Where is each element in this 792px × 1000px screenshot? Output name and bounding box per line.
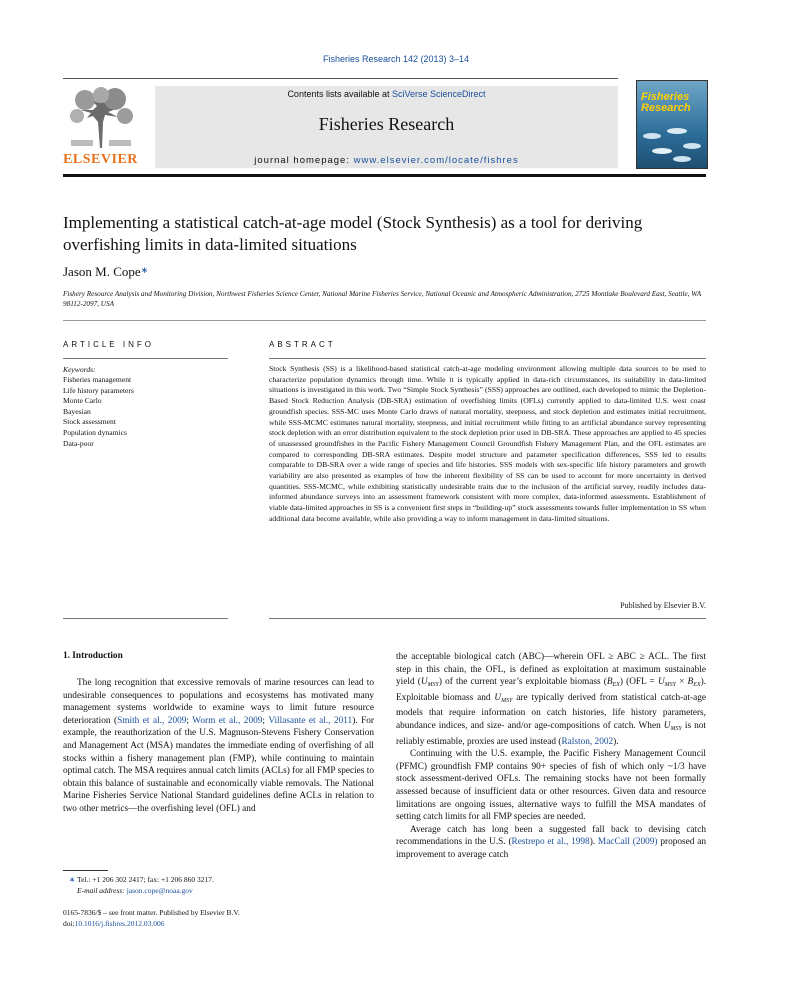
article-info-heading: ARTICLE INFO <box>63 340 154 349</box>
citation-link[interactable]: Smith et al., 2009 <box>117 715 187 726</box>
header-thick-rule <box>63 174 706 177</box>
bottom-meta <box>63 908 363 929</box>
abstract-rule <box>269 358 706 359</box>
published-by: Published by Elsevier B.V. <box>620 601 706 610</box>
abstract-text: Stock Synthesis (SS) is a likelihood-based statistical catch-at-age modeling environment allowing multiple data sources to be used to characterize population dynamics through time. While it is typically applied in data-rich circumstances, its suitability in data-limited situations is investigated in this work. Two “Simple Stock Synthesis” (SSS) approaches are outlined, each developed to mimic the Depletion-Based Stock Reduction Analysis (DB-SRA) estimation of overfishing limits (OFLs) currently applied to data-limited U.S. west coast groundfish species. SSS-MC uses Monte Carlo draws of natural mortality, steepness, and stock depletion and estimates initial recruitment, while SSS-MCMC estimates natural mortality, steepness, and initial recruitment while fitting to an artificial abundance survey representing stock depletion with an error distribution equivalent to the stock depletion prior used in DB-SRA. These approaches are applied to 45 species of unassessed groundfishes in the Pacific Fishery Management Council Groundfish Fishery Management Plan, and the OFL estimates are compared to corresponding DB-SRA estimates. Despite model structure and parameter specification differences, SSS led to results comparable to DB-SRA over a wide range of species and life histories. SSS models with sex-specific life history parameters and growth variability are also presented as examples of how the inherent flexibility of SS can be used to account for more uncertainty in derived quantities. SSS-MCMC, while exhibiting statistically undesirable traits due to the inclusion of the artificial survey, readily includes data-informed abundance surveys into an assessment framework consistent with more complex, data-informed assessments. Establishment of viable data-limited approaches in SS is a convenient first steps in “building-up” stock assessments towards fuller implementation in SS when additional data become available, while also providing a way to inform management in data-limited situations. <box>269 364 706 523</box>
intro-paragraph: the acceptable biological catch (ABC)—wherein OFL ≥ ABC ≥ ACL. The first step in this chain, the OFL, is defined as exploitation at maximum sustainable yield $(U_{MSY})$ of the current year’s exploitable biomass $(B_{EX}) (OFL = U_{MSY} \times B_{EX})$. Exploitable biomass and $U_{MSY}$ are typically derived from statistical catch-at-age models that require information on catch histories, life history parameters, abundance indices, and size- and/or age-compositions of catch. When $U_{MSY}$ is not reliably estimable, proxies are used instead (Ralston, 2002). <box>396 652 707 747</box>
issn-line: 0165-7836/$ – see front matter. Published by Elsevier B.V. <box>63 908 240 917</box>
publisher-logo-text: ELSEVIER <box>63 152 138 167</box>
citation-link[interactable]: MacCall (2009) <box>597 837 658 848</box>
affiliation: Fishery Resource Analysis and Monitoring Division, Northwest Fisheries Science Center, National Marine Fisheries Service, National Oceanic and Atmospheric Administration, 2725 Montlake Boulevard East, Seattle, WA 98112-2097, USA <box>63 290 702 308</box>
keyword: Fisheries management <box>63 375 132 384</box>
keyword: Bayesian <box>63 406 91 416</box>
citation-link[interactable]: Ralston, 2002 <box>561 736 614 747</box>
doi-line: doi:10.1016/j.fishres.2012.03.006 <box>63 918 165 928</box>
keyword: Population dynamics <box>63 427 127 437</box>
footnote-tel: ∗ Tel.: +1 206 302 2417; fax: +1 206 860 3217. <box>69 875 214 884</box>
intro-paragraph: Average catch has long been a suggested fall back to devising catch recommendations in the U.S. (Restrepo et al., 1998). MacCall (2009) proposed an improvement to average catch <box>396 824 707 860</box>
homepage-link[interactable]: www.elsevier.com/locate/fishres <box>353 155 519 166</box>
intro-paragraph: Continuing with the U.S. example, the Pacific Fishery Management Council (PFMC) groundfish FMP contains 90+ species of fish of which only ~1/3 have stock assessment-derived OFLs. The remaining stocks have not been formally assessed because of insufficient data or other resources. Given data and resource limitations are ongoing issues, alternative ways to fulfill the MSA mandates of setting catch limits for all FMP species are needed. <box>396 749 706 823</box>
citation-link[interactable]: Worm et al., 2009 <box>192 715 263 726</box>
keyword: Monte Carlo <box>63 396 102 406</box>
journal-citation[interactable]: Fisheries Research 142 (2013) 3–14 <box>322 54 470 64</box>
keyword: Data-poor <box>63 438 94 448</box>
abstract-heading: ABSTRACT <box>269 340 336 349</box>
footnote-email: E-mail address: jason.cope@noaa.gov <box>77 885 193 895</box>
doi-link[interactable]: 10.1016/j.fishres.2012.03.006 <box>74 918 165 928</box>
author-name: Jason M. Cope <box>63 264 141 279</box>
journal-cover <box>636 80 708 169</box>
journal-name: Fisheries Research <box>318 114 455 134</box>
author-line <box>63 264 148 280</box>
left-column <box>63 677 374 816</box>
sciencedirect-link[interactable]: SciVerse ScienceDirect <box>392 89 486 99</box>
abstract-bottom-rule <box>269 618 706 619</box>
intro-heading: 1. Introduction <box>63 651 123 661</box>
article-title: Implementing a statistical catch-at-age model (Stock Synthesis) as a tool for deriving overfishing limits in data-limited situations <box>63 213 643 254</box>
journal-homepage: journal homepage: www.elsevier.com/locate/fishres <box>254 155 519 166</box>
keywords-label: Keywords: <box>63 365 96 374</box>
cover-title: Fisheries Research <box>641 91 691 114</box>
email-link[interactable]: jason.cope@noaa.gov <box>126 885 193 895</box>
author-footnote-mark[interactable]: ∗ <box>140 265 149 275</box>
keyword: Stock assessment <box>63 417 116 427</box>
citation-link[interactable]: Restrepo et al., 1998 <box>511 837 590 848</box>
footnote <box>63 875 363 896</box>
intro-paragraph: The long recognition that excessive removals of marine resources can lead to undesirable consequences to populations and ecosystems has motivated many management systems worldwide to examine ways to limit future resource deterioration (Smith et al., 2009; Worm et al., 2009; Villasante et al., 2011). For example, the reauthorization of the U.S. Magnuson-Stevens Fishery Conservation and Management Act (MSA) mandates the immediate ending of overfishing of all stocks within a fishery management plan (FMP), while continuing to maintain optimal catch. The MSA requires annual catch limits (ACLs) for all FMP species to obtain this balance of sustainable and economically viable removals. The National Marine Fisheries Service National Standard guidelines define ACLs in relation to two other metrics—the overfishing level (OFL) and <box>63 678 375 814</box>
right-column <box>396 651 706 862</box>
contents-line: Contents lists available at SciVerse ScienceDirect <box>287 89 486 99</box>
title-rule <box>63 320 706 321</box>
article-info-bottom-rule <box>63 618 228 619</box>
article-info-rule <box>63 358 228 359</box>
header-rule <box>63 78 618 79</box>
keywords-list <box>63 375 134 449</box>
footnote-rule <box>63 870 108 871</box>
citation-link[interactable]: Villasante et al., 2011 <box>268 715 353 726</box>
keyword: Life history parameters <box>63 385 134 395</box>
